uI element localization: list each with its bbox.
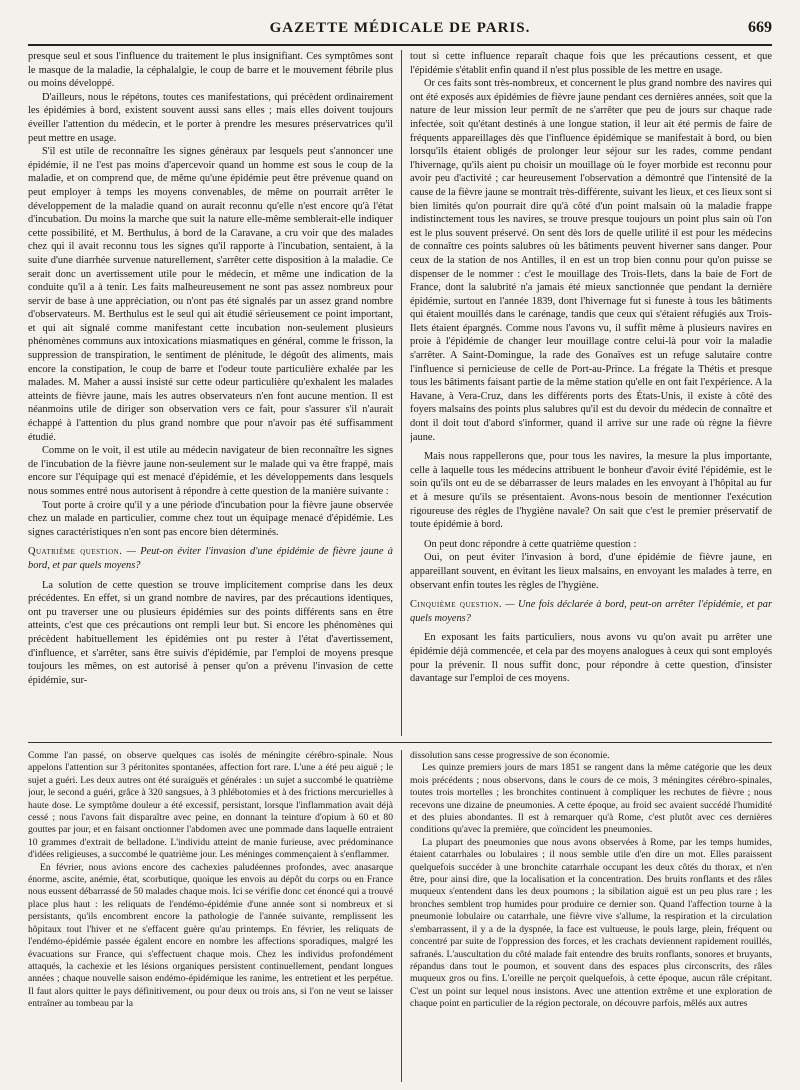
upper-left-column [28, 50, 393, 736]
lower-left-column [28, 750, 393, 1082]
paragraph: Tout porte à croire qu'il y a une période d'incubation pour la fièvre jaune observée chez un malade en particulier, comme chez tout un équipage menacé d'épidémie. Les signes caractéristiques n'en sont pas encore bien déterminés. [28, 499, 393, 538]
column-rule [401, 750, 402, 1082]
paragraph: dissolution sans cesse progressive de son économie. [410, 750, 610, 761]
paragraph: presque seul et sous l'influence du traitement le plus insignifiant. Ces symptômes sont le masque de la maladie, la céphalalgie, le coup de barre et le mouvement fébrile plus ou moins développé. [28, 51, 393, 90]
journal-title: GAZETTE MÉDICALE DE PARIS. [269, 20, 531, 36]
question-label: Quatrième question. [28, 546, 123, 558]
paragraph: Comme on le voit, il est utile au médecin navigateur de bien reconnaître les signes de l'incubation de la fièvre jaune non-seulement sur le malade qui va être frappé, mais encore sur l'équipage qui est menacé d'épidémie, et les développements dans lesquels nous sommes entré nous autorisent à répondre à cette question de la manière suivante : [28, 445, 393, 497]
paragraph: Oui, on peut éviter l'invasion à bord, d'une épidémie de fièvre jaune, en appareillant souvent, en évitant les lieux malsains, en envoyant les malades à terre, en observant enfin toutes les règles de l'hygiène. [410, 552, 772, 591]
page-header [0, 0, 800, 48]
section-rule [28, 742, 772, 743]
paragraph: D'ailleurs, nous le répétons, toutes ces manifestations, qui précèdent ordinairement les épidémies à bord, existent souvent aussi sans elles ; mais elles doivent toujours éveiller l'attention du médecin, et le porter à prendre les mesures préservatrices qu'il peut mettre en usage. [28, 91, 393, 144]
paragraph: Mais nous rappellerons que, pour tous les navires, la mesure la plus importante, celle à laquelle tous les médecins attribuent le bonheur d'avoir évité l'épidémie, est le soin qu'ils ont eu de se débarrasser de leurs malades en les envoyant à l'hôpital au fur et à mesure qu'ils se présentaient. Avons-nous besoin de mentionner l'exécution rigoureuse des règles de l'hygiène navale? On sait que c'est le premier préservatif de toute épidémie à bord. [410, 451, 772, 531]
paragraph: S'il est utile de reconnaître les signes généraux par lesquels peut s'annoncer une épidémie, il ne l'est pas moins d'apercevoir quand un homme est sous le coup de la maladie, et on comprend que, de même qu'une épidémie peut être prévenue quand on peut employer à temps les moyens convenables, de même on pourrait arrêter le développement de la maladie quand on aurait reconnu qu'elle n'est encore qu'à l'état d'incubation. Du moins la marche que suit la nature elle-même semblerait-elle indiquer cette possibilité, et M. Berthulus, à bord de la Caravane, a cru voir que des malades chez qui il avait reconnu tous les signes qu'il rapporte à l'incubation, sentaient, à la suite d'une diarrhée survenue naturellement, s'arrêter cette disposition à la maladie. Ce serait donc un avertissement utile pour le médecin, et même une indication de la conduite qu'il a à tenir. Les faits malheureusement ne sont pas assez nombreux pour servir de base à une appréciation, ou n'ont pas été signalés par un assez grand nombre d'observateurs. M. Berthulus est le seul qui ait étudié sérieusement ce point important, et qui ait signalé comme manifestant cette incubation non-seulement plusieurs phénomènes communs aux intoxications miasmatiques en général, comme le frisson, la suppression de transpiration, le sentiment de plénitude, le dégoût des aliments, mais encore la constipation, le coup de barre et l'odeur toute particulière exhalée par les malades. M. Maher a aussi insisté sur cette odeur particulière qu'exhalent les malades atteints de fièvre jaune, mais les autres observateurs n'en font aucune mention. Il est néanmoins utile de diriger son observation vers ce fait, pour s'assurer s'il n'aurait échappé à l'attention du plus grand nombre que pour n'avoir pas été suffisamment étudié. [28, 146, 393, 443]
paragraph: Comme l'an passé, on observe quelques cas isolés de méningite cérébro-spinale. Nous appelons l'attention sur 3 péritonites spontanées, affection fort rare. L'une a été peu aiguë ; le sujet a guéri. Les deux autres ont été suraiguës et générales : un sujet a succombé le quatrième jour, le second a guéri, grâce à 320 sangsues, à 3 phlébotomies et à des frictions mercurielles à haute dose. Le symptôme douleur a été excessif, persistant, lorsque l'inflammation avait déjà cessé ; nous l'avons fait disparaître avec peine, en donnant la teinture d'opium à 60 et 80 gouttes par jour, et en faisant onctionner l'abdomen avec une pommade dans laquelle entraient 10 grammes d'extrait de belladone. L'individu atteint de manie furieuse, avec prédominance d'idées religieuses, a succombé le quatrième jour. Les méninges commençaient à s'enflammer. [28, 750, 393, 861]
paragraph: La plupart des pneumonies que nous avons observées à Rome, par les temps humides, étaient catarrhales ou lobulaires ; il nous semble utile d'en dire un mot. Elles paraissent quelquefois succéder à une bronchite catarrhale occupant les deux côtés du thorax, et n'en être, pour ainsi dire, que la localisation et la concentration. Des bruits ronflants et des râles muqueux s'entendent dans les deux poumons ; la sibilation aiguë est un peu plus rare ; les bronches semblent trop humides pour produire ce dernier son. Quand l'affection tourne à la pneumonie lobulaire ou catarrhale, une fièvre vive s'allume, la respiration et la circulation s'embarrassent, il y a de la dyspnée, la face est vultueuse, le pouls large, plein, fréquent ou concentré par suite de l'oppression des forces, et les crachats deviennent rapidement rouillés, safranés. L'auscultation du côté malade fait entendre des bruits ronflants, sonores et bruyants, répandus dans tout le poumon, et souvent dans des espaces plus circonscrits, des râles muqueux gros ou fins. L'oreille ne perçoit quelquefois, à cette époque, aucun râle crépitant. C'est un point sur lequel nous insistons. Avec une attention extrême et une exploration de chaque point en particulier de la région pectorale, on découvre parfois, mêlés aux autres [410, 836, 772, 1010]
page-number: 669 [748, 19, 772, 36]
question-title: — Une fois déclarée à bord, peut-on arrêter l'épidémie, et par quels moyens? [410, 599, 772, 624]
paragraph: En exposant les faits particuliers, nous avons vu qu'on avait pu arrêter une épidémie déjà commencée, et cela par des moyens analogues à ceux qui sont employés pour la prévenir. Il nous suffit donc, pour répondre à cette question, d'insister davantage sur l'emploi de ces moyens. [410, 632, 772, 685]
paragraph: Or ces faits sont très-nombreux, et concernent le plus grand nombre des navires qui ont été exposés aux épidémies de fièvre jaune pendant ces dernières années, soit que la nature de leur mission leur permît de ne s'arrêter que peu de jours sur chaque rade infectée, soit qu'étant destinés à une longue station, il leur ait été permis de faire de fréquents appareillages dès que l'influence épidémique se manifestait à bord, ou bien lorsqu'ils étaient obligés de prolonger leur séjour sur les rades, comme pendant l'hivernage, qu'ils aient pu choisir un mouillage où le foyer morbide est reconnu pour avoir peu d'activité ; car heureusement l'observation a démontré que l'intensité de la cause de la fièvre jaune se montrait très-différente, suivant les lieux, et ces lieux sont si bien limités qu'on pourrait dire qu'à côté d'un point malsain où la maladie frappe indistinctement tous les navires, se trouve presque toujours un point plus sain où l'on est le plus souvent préservé. On sent dès lors de quelle utilité il est pour les médecins de connaître ces points salubres où les bâtiments peuvent hiverner sans danger. Pour ceux de la station de nos Antilles, il en est un trop bien connu pour qu'on puisse se dispenser de le nommer : c'est le mouillage des Trois-Ilets, dans la baie de Fort de France, dont la salubrité n'a jamais été mieux sanctionnée que pendant la dernière épidémie, surtout en l'année 1839, dont l'hivernage fut si funeste à tous les bâtiments qui étaient mouillés dans le carénage, tandis que ceux qui s'étaient réfugiés aux Trois-Ilets étaient épargnés. Comme nous l'avons vu, il suffit même à plusieurs navires en proie à l'épidémie de changer leur mouillage contre celui-là pour voir la maladie s'arrêter. A Saint-Domingue, la rade des Gonaïves est un refuge salutaire contre l'influence si pernicieuse de celle de Port-au-Prince. La frégate la Thétis et presque tous les bâtiments faisant partie de la même station qu'elle en ont fait l'expérience. A la Havane, à Vera-Cruz, dans les différents ports des États-Unis, il existe à côté des foyers malsains des points plus salubres qu'il est du devoir du médecin de connaître et dont il doit tout d'abord s'informer, quand il arrive sur une rade où règne la fièvre jaune. [410, 78, 772, 443]
question-heading-4 [28, 545, 393, 572]
lower-right-column [410, 750, 772, 1082]
column-rule [401, 50, 402, 736]
paragraph: En février, nous avions encore des cachexies paludéennes profondes, avec anasarque énorme, ascite, anémie, état, scorbutique, quoique les envois au dépôt du corps ou en France nous eussent débarrassé de 50 malades chaque mois. Ici se vérifie donc cet énoncé qui a trouvé place plus haut : les reliquats de l'endémo-épidémie d'une année sont si nombreux et si persistants, qu'ils encombrent encore la pathologie de l'année suivante, remplissent les hôpitaux tout l'hiver et ne s'effacent guère qu'au printemps. En février, les reliquats de l'endémo-épidémie passée égalent encore en nombre les affections sporadiques, malgré les évacuations sur France, qui s'effectuent chaque mois. Chez les individus profondément attaqués, la cachexie et les lésions organiques persistent continuellement, pendant longues années ; chaque nouvelle saison endémo-épidémique les ranime, les entretient et les perpétue. Il faut alors quitter le pays définitivement, ou pour deux ou trois ans, si l'on ne veut se laisser entraîner au tombeau par la [28, 861, 393, 1010]
question-title: — Peut-on éviter l'invasion d'une épidémie de fièvre jaune à bord, et par quels moyens? [28, 546, 393, 571]
question-label: Cinquième question. [410, 599, 503, 611]
paragraph: On peut donc répondre à cette quatrième question : [424, 538, 637, 550]
paragraph: tout si cette influence reparaît chaque fois que les précautions cessent, et que l'épidémie s'établit enfin quand il n'est plus possible de les mettre en usage. [410, 51, 772, 76]
paragraph: Les quinze premiers jours de mars 1851 se rangent dans la même catégorie que les deux mois précédents ; nous observons, dans le cours de ce mois, 3 méningites cérébro-spinales, toutes trois mortelles ; les bronchites continuent à compliquer les rechutes de fièvre ; nous recevons une dizaine de pneumonies. A cette époque, au froid sec avaient succédé l'humidité et des pluies abondantes. Il est à remarquer qu'à Rome, c'est plutôt avec ces dernières conditions qu'avec la première, que coïncident les pneumonies. [410, 762, 772, 836]
paragraph: La solution de cette question se trouve implicitement comprise dans les deux précédentes. En effet, si un grand nombre de navires, par des précautions identiques, ont pu traverser une ou plusieurs épidémies sur des points différents sans en être atteints, c'est que ces précautions ont rempli leur but. Si encore les phénomènes qui précèdent habituellement les épidémies ont pu rester à l'état d'avertissement, d'influence, et s'arrêter, sans être suivis d'épidémie, par l'emploi de moyens presque toujours les mêmes, on est autorisé à penser qu'on a prévenu l'invasion de cette épidémie, sur- [28, 579, 393, 686]
upper-right-column [410, 50, 772, 736]
header-rule [28, 44, 772, 46]
question-heading-5 [410, 598, 772, 625]
